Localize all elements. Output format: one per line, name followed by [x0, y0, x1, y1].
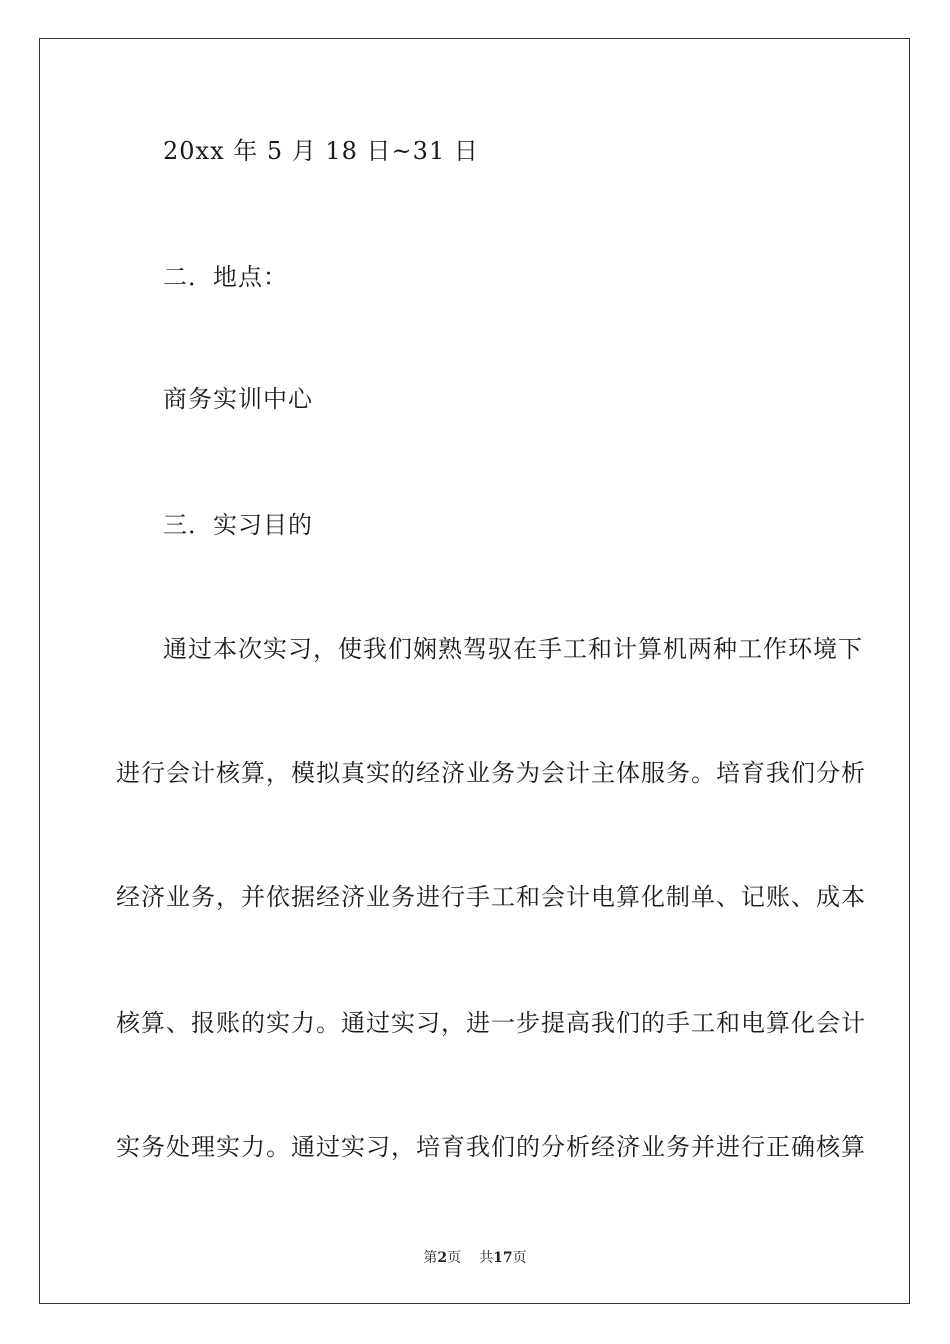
- paragraph-line: 实务处理实力。通过实习，培育我们的分析经济业务并进行正确核算: [116, 1133, 866, 1161]
- page-footer: [0, 1249, 950, 1267]
- page-number: 2: [437, 1250, 448, 1266]
- page-border: [39, 38, 910, 1304]
- total-pages: 17: [493, 1250, 513, 1266]
- paragraph-line: 经济业务，并依据经济业务进行手工和会计电算化制单、记账、成本: [116, 883, 866, 911]
- page-label-unit: 页: [447, 1250, 462, 1266]
- section-heading-location: 二．地点：: [163, 263, 288, 291]
- page-label-prefix: 第: [423, 1250, 438, 1266]
- paragraph-line: 核算、报账的实力。通过实习，进一步提高我们的手工和电算化会计: [116, 1009, 866, 1037]
- location-text: 商务实训中心: [163, 385, 313, 413]
- paragraph-line: 通过本次实习，使我们娴熟驾驭在手工和计算机两种工作环境下: [163, 635, 863, 663]
- date-range-line: 20xx 年 5 月 18 日~31 日: [163, 137, 479, 165]
- paragraph-line: 进行会计核算，模拟真实的经济业务为会计主体服务。培育我们分析: [116, 759, 866, 787]
- total-label-unit: 页: [512, 1250, 527, 1266]
- section-heading-purpose: 三．实习目的: [163, 511, 313, 539]
- total-label-prefix: 共: [479, 1250, 494, 1266]
